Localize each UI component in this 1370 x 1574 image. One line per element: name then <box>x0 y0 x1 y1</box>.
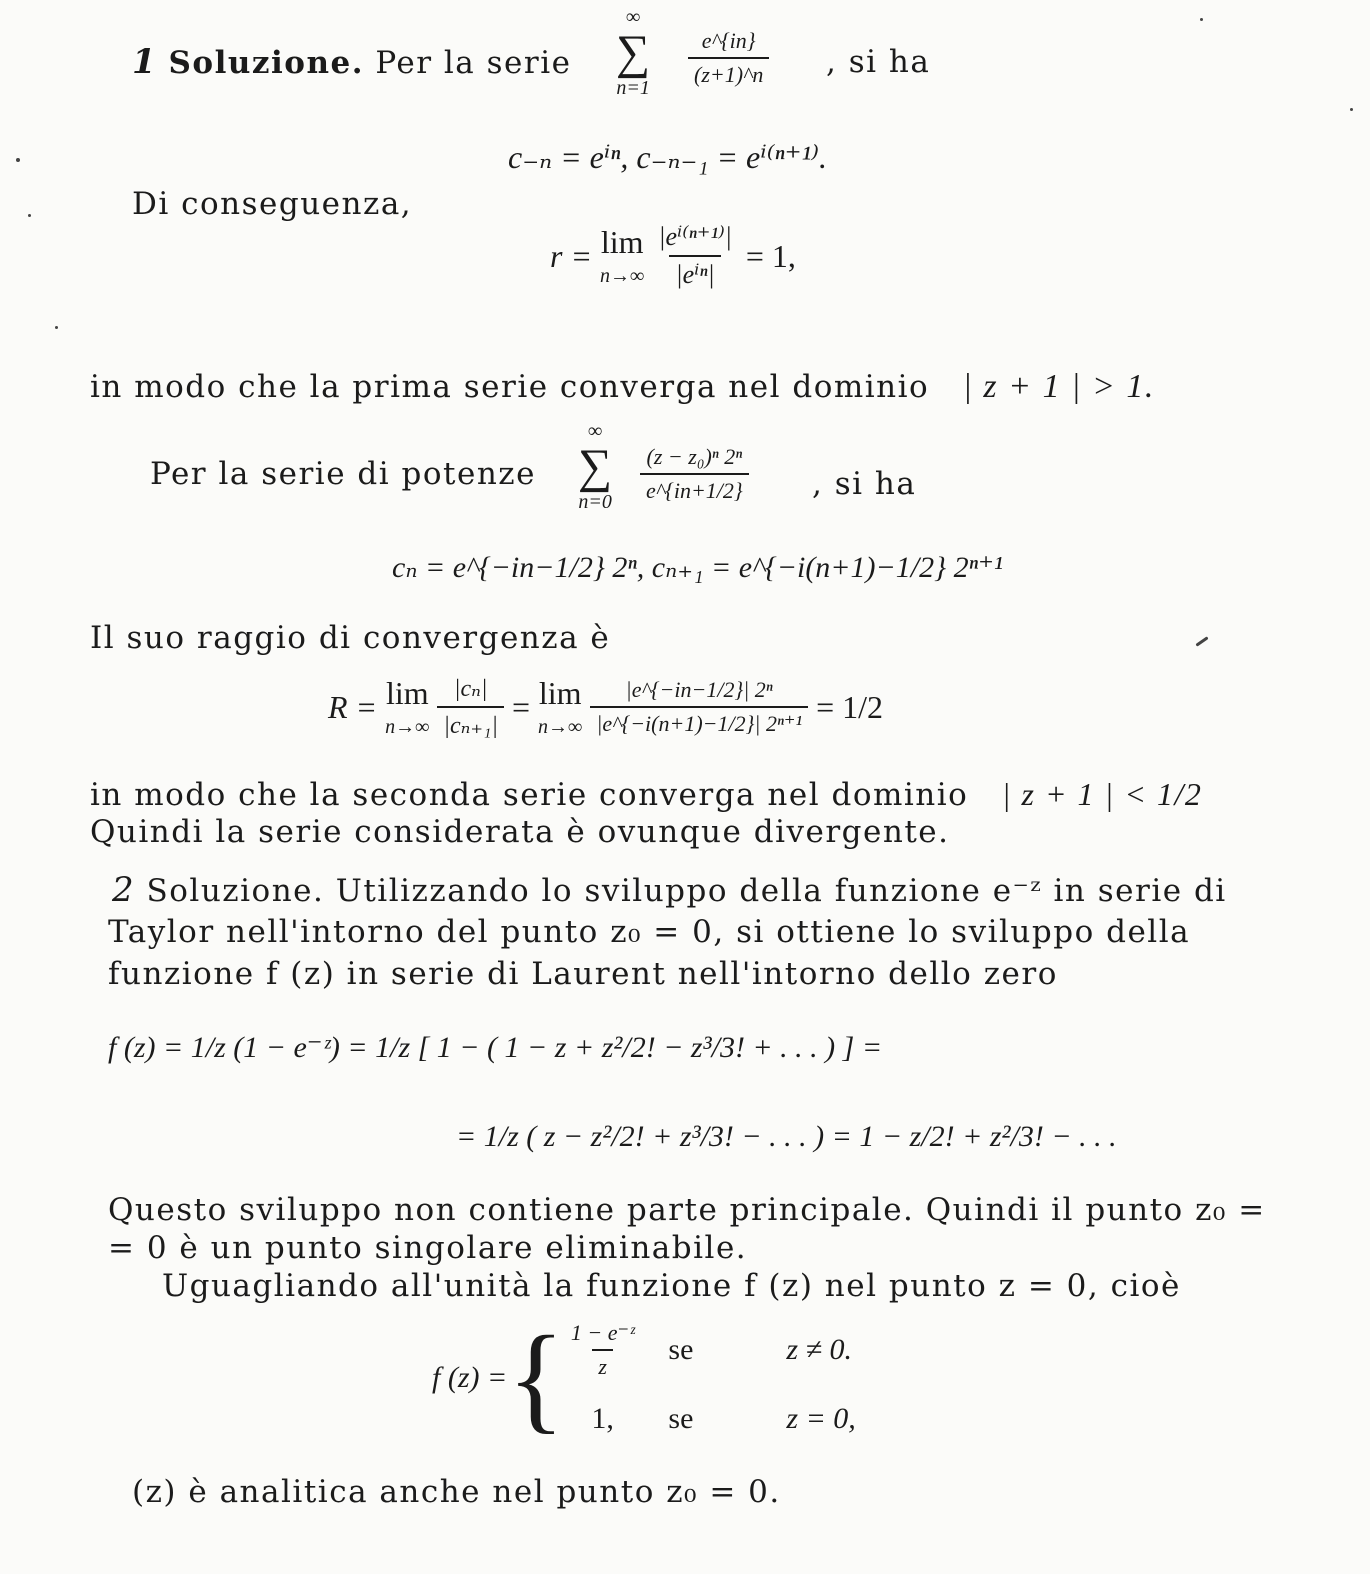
R-numerator-1: |cₙ| <box>453 676 488 702</box>
series-denominator: (z+1)^n <box>688 57 769 88</box>
series-sum <box>616 6 650 100</box>
R-lhs: R = <box>328 688 378 725</box>
section1-number: 1 <box>132 42 158 82</box>
conclusion2-text: in modo che la seconda serie converga nel dominio <box>90 777 969 813</box>
section2-p1-line1: Utilizzando lo sviluppo della funzione e⁻ᶻ in serie di <box>335 873 1227 909</box>
R-lim-sub: n→∞ <box>385 716 430 738</box>
r-lhs: r = <box>550 237 593 274</box>
r-result: = 1, <box>745 237 796 274</box>
section2-heading: Soluzione. <box>146 873 325 909</box>
r-lim-sub: n→∞ <box>600 265 645 287</box>
section2-p3: Uguagliando all'unità la funzione f (z) nel punto z = 0, cioè <box>162 1268 1181 1304</box>
left-brace-icon: { <box>507 1311 565 1444</box>
section1-heading: Soluzione. <box>168 45 365 81</box>
piece-lhs: f (z) = <box>432 1361 508 1394</box>
conclusion-text: in modo che la prima serie converga nel dominio <box>90 369 930 405</box>
scan-speck <box>16 158 20 162</box>
R-denominator-2: |e^{−i(n+1)−1/2}| 2ⁿ⁺¹ <box>590 706 808 737</box>
piece-case2-condition: z = 0, <box>786 1402 856 1435</box>
section2-p1-line3: funzione f (z) in serie di Laurent nell'intorno dello zero <box>108 956 1058 992</box>
section1-final: Quindi la serie considerata è ovunque divergente. <box>90 814 950 850</box>
scan-speck <box>1200 18 1203 21</box>
series-after: , si ha <box>826 44 931 80</box>
section2-number: 2 <box>112 870 136 910</box>
power-sum <box>578 420 612 514</box>
section2-p2-line2: = 0 è un punto singolare eliminabile. <box>108 1230 748 1266</box>
conclusion2-line <box>90 776 1202 813</box>
piece-case2-value: 1, <box>591 1402 614 1435</box>
conclusion-domain: | z + 1 | > 1. <box>962 368 1155 405</box>
power-coefficients: cₙ = e^{−in−1/2} 2ⁿ, cₙ₊₁ = e^{−i(n+1)−1/2} 2ⁿ⁺¹ <box>392 551 1003 584</box>
section2-p2-line1: Questo sviluppo non contiene parte principale. Quindi il punto z₀ = <box>108 1192 1266 1228</box>
power-sum-bottom: n=0 <box>578 491 612 513</box>
sigma-icon: ∑ <box>616 26 651 79</box>
piece-case1-denominator: z <box>592 1349 613 1380</box>
power-intro: Per la serie di potenze <box>150 456 536 492</box>
power-fraction <box>640 444 749 504</box>
coefficients-line: c₋ₙ = eⁱⁿ, c₋ₙ₋₁ = eⁱ⁽ⁿ⁺¹⁾. <box>508 139 827 175</box>
consequence-text: Di conseguenza, <box>132 186 413 222</box>
R-numerator-2: |e^{−in−1/2}| 2ⁿ <box>625 677 773 702</box>
power-after: , si ha <box>812 466 917 502</box>
laurent-eq-line1: f (z) = 1/z (1 − e⁻ᶻ) = 1/z [ 1 − ( 1 − z + z²/2! − z³/3! + . . . ) ] = <box>108 1031 883 1064</box>
section1-title-line <box>132 42 571 82</box>
R-lim-2: lim <box>538 675 582 711</box>
radius-r-formula <box>550 222 796 290</box>
piece-case1-se: se <box>668 1333 694 1366</box>
series-sum-top: ∞ <box>625 6 641 28</box>
R-denominator-1: |cₙ₊₁| <box>437 706 504 740</box>
R-result: = 1/2 <box>816 688 884 725</box>
series-sum-bottom: n=1 <box>616 77 650 99</box>
r-denominator: |eⁱⁿ| <box>669 255 720 290</box>
laurent-eq-line2: = 1/z ( z − z²/2! + z³/3! − . . . ) = 1 − z/2! + z²/3! − . . . <box>456 1120 1117 1153</box>
power-sum-top: ∞ <box>587 420 603 442</box>
power-numerator: (z − z₀)ⁿ 2ⁿ <box>646 444 743 469</box>
r-numerator: |eⁱ⁽ⁿ⁺¹⁾| <box>658 222 732 251</box>
section1-intro: Per la serie <box>375 45 572 81</box>
scan-speck <box>1195 636 1208 646</box>
power-denominator: e^{in+1/2} <box>640 473 749 504</box>
series-numerator: e^{in} <box>701 28 756 53</box>
radius-intro: Il suo raggio di convergenza è <box>90 620 611 656</box>
section2-p1-line2: Taylor nell'intorno del punto z₀ = 0, si ottiene lo sviluppo della <box>108 914 1191 950</box>
section2-line1 <box>112 870 1227 910</box>
piecewise-definition <box>432 1311 856 1444</box>
r-lim: lim <box>600 224 644 260</box>
scan-speck <box>55 326 58 329</box>
series-fraction <box>688 28 769 88</box>
piece-case2-se: se <box>668 1402 694 1435</box>
piece-case1-numerator: 1 − e⁻ᶻ <box>570 1320 635 1345</box>
scan-speck <box>28 214 31 217</box>
R-lim-sub-2: n→∞ <box>538 716 583 738</box>
R-lim: lim <box>385 675 429 711</box>
scan-speck <box>1350 108 1353 111</box>
piece-case1-condition: z ≠ 0. <box>786 1333 853 1366</box>
R-equals: = <box>512 688 531 725</box>
section2-final: (z) è analitica anche nel punto z₀ = 0. <box>132 1474 781 1510</box>
conclusion2-domain: | z + 1 | < 1/2 <box>1001 776 1203 812</box>
conclusion-line <box>90 368 1155 406</box>
radius-R-formula <box>328 674 883 740</box>
sigma-icon: ∑ <box>578 440 613 493</box>
